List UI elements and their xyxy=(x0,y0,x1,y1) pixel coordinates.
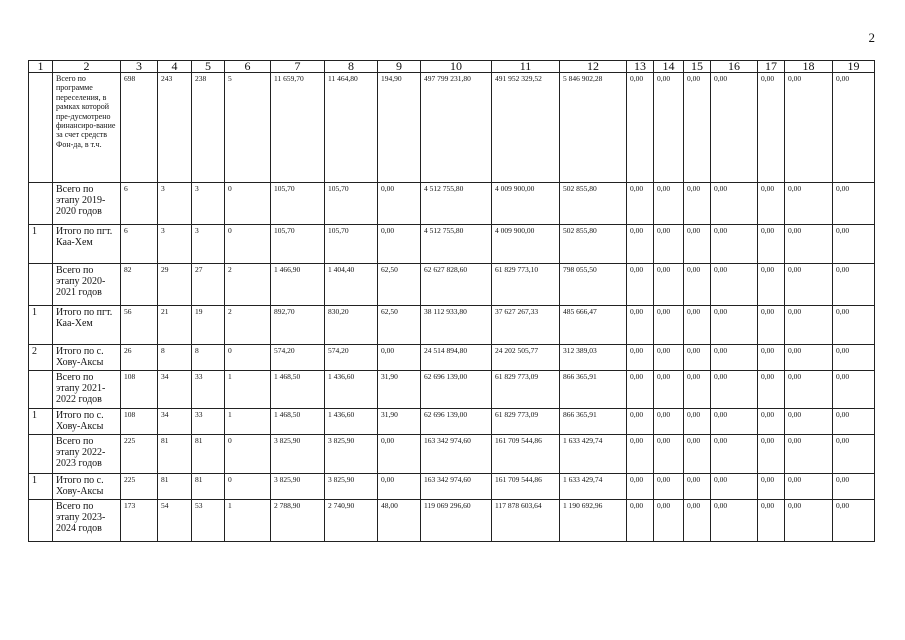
cell-col-12: 485 666,47 xyxy=(560,306,627,345)
cell-col-15: 0,00 xyxy=(684,225,711,264)
cell-col-11: 24 202 505,77 xyxy=(492,345,560,371)
cell-col-17: 0,00 xyxy=(758,474,785,500)
table-row xyxy=(29,371,875,409)
cell-col-7: 2 788,90 xyxy=(271,500,325,542)
table-row xyxy=(29,435,875,474)
row-number: 1 xyxy=(29,474,53,500)
column-header-2: 2 xyxy=(53,61,121,73)
cell-col-14: 0,00 xyxy=(654,474,684,500)
cell-col-6: 0 xyxy=(225,435,271,474)
row-number xyxy=(29,500,53,542)
row-label: Всего по этапу 2022-2023 годов xyxy=(53,435,121,474)
column-header-15: 15 xyxy=(684,61,711,73)
cell-col-11: 161 709 544,86 xyxy=(492,435,560,474)
cell-col-7: 105,70 xyxy=(271,225,325,264)
table-row xyxy=(29,345,875,371)
cell-col-18: 0,00 xyxy=(785,73,833,183)
column-header-17: 17 xyxy=(758,61,785,73)
table-row xyxy=(29,264,875,306)
cell-col-3: 225 xyxy=(121,474,158,500)
table-row xyxy=(29,183,875,225)
cell-col-12: 798 055,50 xyxy=(560,264,627,306)
cell-col-5: 19 xyxy=(192,306,225,345)
cell-col-3: 26 xyxy=(121,345,158,371)
cell-col-5: 33 xyxy=(192,409,225,435)
column-header-11: 11 xyxy=(492,61,560,73)
cell-col-12: 5 846 902,28 xyxy=(560,73,627,183)
cell-col-13: 0,00 xyxy=(627,409,654,435)
cell-col-6: 2 xyxy=(225,264,271,306)
cell-col-8: 830,20 xyxy=(325,306,378,345)
cell-col-5: 27 xyxy=(192,264,225,306)
cell-col-18: 0,00 xyxy=(785,264,833,306)
cell-col-18: 0,00 xyxy=(785,500,833,542)
cell-col-12: 866 365,91 xyxy=(560,409,627,435)
cell-col-10: 62 696 139,00 xyxy=(421,409,492,435)
cell-col-17: 0,00 xyxy=(758,409,785,435)
column-header-3: 3 xyxy=(121,61,158,73)
table-body xyxy=(29,73,875,542)
cell-col-9: 62,50 xyxy=(378,264,421,306)
data-table xyxy=(28,60,875,542)
cell-col-13: 0,00 xyxy=(627,225,654,264)
row-number xyxy=(29,183,53,225)
cell-col-17: 0,00 xyxy=(758,264,785,306)
cell-col-9: 0,00 xyxy=(378,345,421,371)
cell-col-9: 31,90 xyxy=(378,409,421,435)
cell-col-3: 225 xyxy=(121,435,158,474)
cell-col-17: 0,00 xyxy=(758,306,785,345)
cell-col-16: 0,00 xyxy=(711,264,758,306)
cell-col-18: 0,00 xyxy=(785,435,833,474)
cell-col-7: 3 825,90 xyxy=(271,435,325,474)
cell-col-13: 0,00 xyxy=(627,371,654,409)
cell-col-10: 38 112 933,80 xyxy=(421,306,492,345)
cell-col-10: 24 514 894,80 xyxy=(421,345,492,371)
cell-col-15: 0,00 xyxy=(684,345,711,371)
page-number: 2 xyxy=(868,30,875,45)
column-header-9: 9 xyxy=(378,61,421,73)
table-row xyxy=(29,73,875,183)
cell-col-9: 194,90 xyxy=(378,73,421,183)
cell-col-7: 1 466,90 xyxy=(271,264,325,306)
cell-col-13: 0,00 xyxy=(627,183,654,225)
cell-col-4: 3 xyxy=(158,225,192,264)
cell-col-4: 21 xyxy=(158,306,192,345)
cell-col-10: 163 342 974,60 xyxy=(421,435,492,474)
cell-col-16: 0,00 xyxy=(711,371,758,409)
row-number xyxy=(29,371,53,409)
cell-col-12: 502 855,80 xyxy=(560,183,627,225)
column-header-6: 6 xyxy=(225,61,271,73)
row-number: 1 xyxy=(29,409,53,435)
cell-col-10: 4 512 755,80 xyxy=(421,183,492,225)
column-header-18: 18 xyxy=(785,61,833,73)
cell-col-17: 0,00 xyxy=(758,371,785,409)
cell-col-5: 81 xyxy=(192,474,225,500)
cell-col-9: 0,00 xyxy=(378,474,421,500)
cell-col-18: 0,00 xyxy=(785,409,833,435)
cell-col-15: 0,00 xyxy=(684,435,711,474)
cell-col-10: 4 512 755,80 xyxy=(421,225,492,264)
row-label: Всего по этапу 2023-2024 годов xyxy=(53,500,121,542)
row-number: 1 xyxy=(29,225,53,264)
cell-col-13: 0,00 xyxy=(627,345,654,371)
cell-col-7: 1 468,50 xyxy=(271,409,325,435)
cell-col-11: 4 009 900,00 xyxy=(492,225,560,264)
cell-col-14: 0,00 xyxy=(654,183,684,225)
row-label: Всего по этапу 2019-2020 годов xyxy=(53,183,121,225)
cell-col-16: 0,00 xyxy=(711,500,758,542)
cell-col-17: 0,00 xyxy=(758,73,785,183)
cell-col-18: 0,00 xyxy=(785,371,833,409)
cell-col-19: 0,00 xyxy=(833,306,875,345)
cell-col-11: 491 952 329,52 xyxy=(492,73,560,183)
cell-col-6: 2 xyxy=(225,306,271,345)
cell-col-19: 0,00 xyxy=(833,409,875,435)
cell-col-4: 81 xyxy=(158,474,192,500)
cell-col-4: 3 xyxy=(158,183,192,225)
column-header-7: 7 xyxy=(271,61,325,73)
cell-col-7: 11 659,70 xyxy=(271,73,325,183)
cell-col-13: 0,00 xyxy=(627,500,654,542)
cell-col-12: 1 190 692,96 xyxy=(560,500,627,542)
table-row xyxy=(29,409,875,435)
cell-col-3: 173 xyxy=(121,500,158,542)
cell-col-6: 0 xyxy=(225,183,271,225)
header-row xyxy=(29,61,875,73)
cell-col-5: 3 xyxy=(192,225,225,264)
column-header-12: 12 xyxy=(560,61,627,73)
cell-col-14: 0,00 xyxy=(654,500,684,542)
cell-col-5: 53 xyxy=(192,500,225,542)
cell-col-14: 0,00 xyxy=(654,306,684,345)
cell-col-11: 61 829 773,09 xyxy=(492,409,560,435)
cell-col-18: 0,00 xyxy=(785,183,833,225)
cell-col-12: 502 855,80 xyxy=(560,225,627,264)
cell-col-14: 0,00 xyxy=(654,345,684,371)
cell-col-16: 0,00 xyxy=(711,73,758,183)
cell-col-10: 163 342 974,60 xyxy=(421,474,492,500)
cell-col-11: 161 709 544,86 xyxy=(492,474,560,500)
cell-col-5: 33 xyxy=(192,371,225,409)
row-label: Итого по пгт. Каа-Хем xyxy=(53,225,121,264)
cell-col-18: 0,00 xyxy=(785,474,833,500)
cell-col-19: 0,00 xyxy=(833,225,875,264)
cell-col-14: 0,00 xyxy=(654,264,684,306)
row-label: Всего по программе переселения, в рамках которой пре-дусмотрено финансиро-вание за счет средств Фон-да, в т.ч. xyxy=(53,73,121,183)
column-header-4: 4 xyxy=(158,61,192,73)
table-row xyxy=(29,474,875,500)
cell-col-19: 0,00 xyxy=(833,183,875,225)
cell-col-6: 0 xyxy=(225,225,271,264)
cell-col-7: 1 468,50 xyxy=(271,371,325,409)
cell-col-9: 0,00 xyxy=(378,225,421,264)
cell-col-7: 3 825,90 xyxy=(271,474,325,500)
cell-col-13: 0,00 xyxy=(627,435,654,474)
row-label: Итого по с. Хову-Аксы xyxy=(53,345,121,371)
row-label: Итого по пгт. Каа-Хем xyxy=(53,306,121,345)
column-header-14: 14 xyxy=(654,61,684,73)
cell-col-9: 0,00 xyxy=(378,183,421,225)
cell-col-3: 82 xyxy=(121,264,158,306)
cell-col-16: 0,00 xyxy=(711,474,758,500)
cell-col-8: 3 825,90 xyxy=(325,435,378,474)
cell-col-3: 108 xyxy=(121,409,158,435)
cell-col-15: 0,00 xyxy=(684,183,711,225)
cell-col-19: 0,00 xyxy=(833,435,875,474)
cell-col-16: 0,00 xyxy=(711,306,758,345)
cell-col-9: 0,00 xyxy=(378,435,421,474)
cell-col-17: 0,00 xyxy=(758,225,785,264)
cell-col-14: 0,00 xyxy=(654,371,684,409)
cell-col-4: 34 xyxy=(158,409,192,435)
cell-col-11: 61 829 773,09 xyxy=(492,371,560,409)
cell-col-4: 243 xyxy=(158,73,192,183)
cell-col-11: 37 627 267,33 xyxy=(492,306,560,345)
cell-col-5: 81 xyxy=(192,435,225,474)
cell-col-14: 0,00 xyxy=(654,225,684,264)
row-number xyxy=(29,73,53,183)
cell-col-10: 62 627 828,60 xyxy=(421,264,492,306)
cell-col-4: 8 xyxy=(158,345,192,371)
cell-col-14: 0,00 xyxy=(654,435,684,474)
cell-col-18: 0,00 xyxy=(785,225,833,264)
cell-col-6: 5 xyxy=(225,73,271,183)
cell-col-11: 117 878 603,64 xyxy=(492,500,560,542)
cell-col-17: 0,00 xyxy=(758,435,785,474)
column-header-8: 8 xyxy=(325,61,378,73)
cell-col-15: 0,00 xyxy=(684,500,711,542)
cell-col-12: 312 389,03 xyxy=(560,345,627,371)
cell-col-15: 0,00 xyxy=(684,306,711,345)
cell-col-8: 1 404,40 xyxy=(325,264,378,306)
cell-col-15: 0,00 xyxy=(684,73,711,183)
row-number xyxy=(29,264,53,306)
cell-col-13: 0,00 xyxy=(627,306,654,345)
column-header-10: 10 xyxy=(421,61,492,73)
cell-col-7: 574,20 xyxy=(271,345,325,371)
cell-col-16: 0,00 xyxy=(711,435,758,474)
cell-col-17: 0,00 xyxy=(758,183,785,225)
column-header-16: 16 xyxy=(711,61,758,73)
cell-col-5: 3 xyxy=(192,183,225,225)
cell-col-11: 61 829 773,10 xyxy=(492,264,560,306)
cell-col-8: 3 825,90 xyxy=(325,474,378,500)
cell-col-10: 497 799 231,80 xyxy=(421,73,492,183)
cell-col-8: 1 436,60 xyxy=(325,409,378,435)
row-label: Итого по с. Хову-Аксы xyxy=(53,409,121,435)
column-header-1: 1 xyxy=(29,61,53,73)
cell-col-4: 34 xyxy=(158,371,192,409)
cell-col-3: 108 xyxy=(121,371,158,409)
cell-col-16: 0,00 xyxy=(711,345,758,371)
cell-col-8: 105,70 xyxy=(325,225,378,264)
table-row xyxy=(29,500,875,542)
cell-col-7: 105,70 xyxy=(271,183,325,225)
cell-col-9: 48,00 xyxy=(378,500,421,542)
cell-col-15: 0,00 xyxy=(684,474,711,500)
cell-col-19: 0,00 xyxy=(833,371,875,409)
cell-col-4: 29 xyxy=(158,264,192,306)
cell-col-18: 0,00 xyxy=(785,345,833,371)
cell-col-13: 0,00 xyxy=(627,264,654,306)
cell-col-15: 0,00 xyxy=(684,409,711,435)
cell-col-17: 0,00 xyxy=(758,500,785,542)
cell-col-19: 0,00 xyxy=(833,474,875,500)
cell-col-19: 0,00 xyxy=(833,264,875,306)
cell-col-6: 1 xyxy=(225,371,271,409)
cell-col-16: 0,00 xyxy=(711,225,758,264)
cell-col-12: 1 633 429,74 xyxy=(560,435,627,474)
column-header-19: 19 xyxy=(833,61,875,73)
cell-col-6: 1 xyxy=(225,409,271,435)
cell-col-12: 866 365,91 xyxy=(560,371,627,409)
row-number: 2 xyxy=(29,345,53,371)
cell-col-19: 0,00 xyxy=(833,345,875,371)
row-label: Итого по с. Хову-Аксы xyxy=(53,474,121,500)
cell-col-3: 6 xyxy=(121,225,158,264)
column-header-5: 5 xyxy=(192,61,225,73)
cell-col-10: 119 069 296,60 xyxy=(421,500,492,542)
table-row xyxy=(29,306,875,345)
cell-col-7: 892,70 xyxy=(271,306,325,345)
cell-col-19: 0,00 xyxy=(833,500,875,542)
row-number: 1 xyxy=(29,306,53,345)
row-number xyxy=(29,435,53,474)
table-row xyxy=(29,225,875,264)
cell-col-3: 56 xyxy=(121,306,158,345)
cell-col-17: 0,00 xyxy=(758,345,785,371)
cell-col-16: 0,00 xyxy=(711,183,758,225)
cell-col-8: 11 464,80 xyxy=(325,73,378,183)
cell-col-4: 54 xyxy=(158,500,192,542)
row-label: Всего по этапу 2021-2022 годов xyxy=(53,371,121,409)
cell-col-8: 1 436,60 xyxy=(325,371,378,409)
cell-col-9: 31,90 xyxy=(378,371,421,409)
cell-col-19: 0,00 xyxy=(833,73,875,183)
cell-col-4: 81 xyxy=(158,435,192,474)
cell-col-3: 698 xyxy=(121,73,158,183)
cell-col-8: 105,70 xyxy=(325,183,378,225)
cell-col-13: 0,00 xyxy=(627,474,654,500)
cell-col-10: 62 696 139,00 xyxy=(421,371,492,409)
cell-col-8: 574,20 xyxy=(325,345,378,371)
cell-col-11: 4 009 900,00 xyxy=(492,183,560,225)
cell-col-13: 0,00 xyxy=(627,73,654,183)
cell-col-8: 2 740,90 xyxy=(325,500,378,542)
cell-col-16: 0,00 xyxy=(711,409,758,435)
cell-col-6: 1 xyxy=(225,500,271,542)
cell-col-15: 0,00 xyxy=(684,371,711,409)
cell-col-5: 8 xyxy=(192,345,225,371)
cell-col-14: 0,00 xyxy=(654,73,684,183)
column-header-13: 13 xyxy=(627,61,654,73)
cell-col-6: 0 xyxy=(225,345,271,371)
cell-col-3: 6 xyxy=(121,183,158,225)
cell-col-12: 1 633 429,74 xyxy=(560,474,627,500)
cell-col-18: 0,00 xyxy=(785,306,833,345)
cell-col-14: 0,00 xyxy=(654,409,684,435)
cell-col-9: 62,50 xyxy=(378,306,421,345)
cell-col-15: 0,00 xyxy=(684,264,711,306)
row-label: Всего по этапу 2020-2021 годов xyxy=(53,264,121,306)
cell-col-6: 0 xyxy=(225,474,271,500)
cell-col-5: 238 xyxy=(192,73,225,183)
